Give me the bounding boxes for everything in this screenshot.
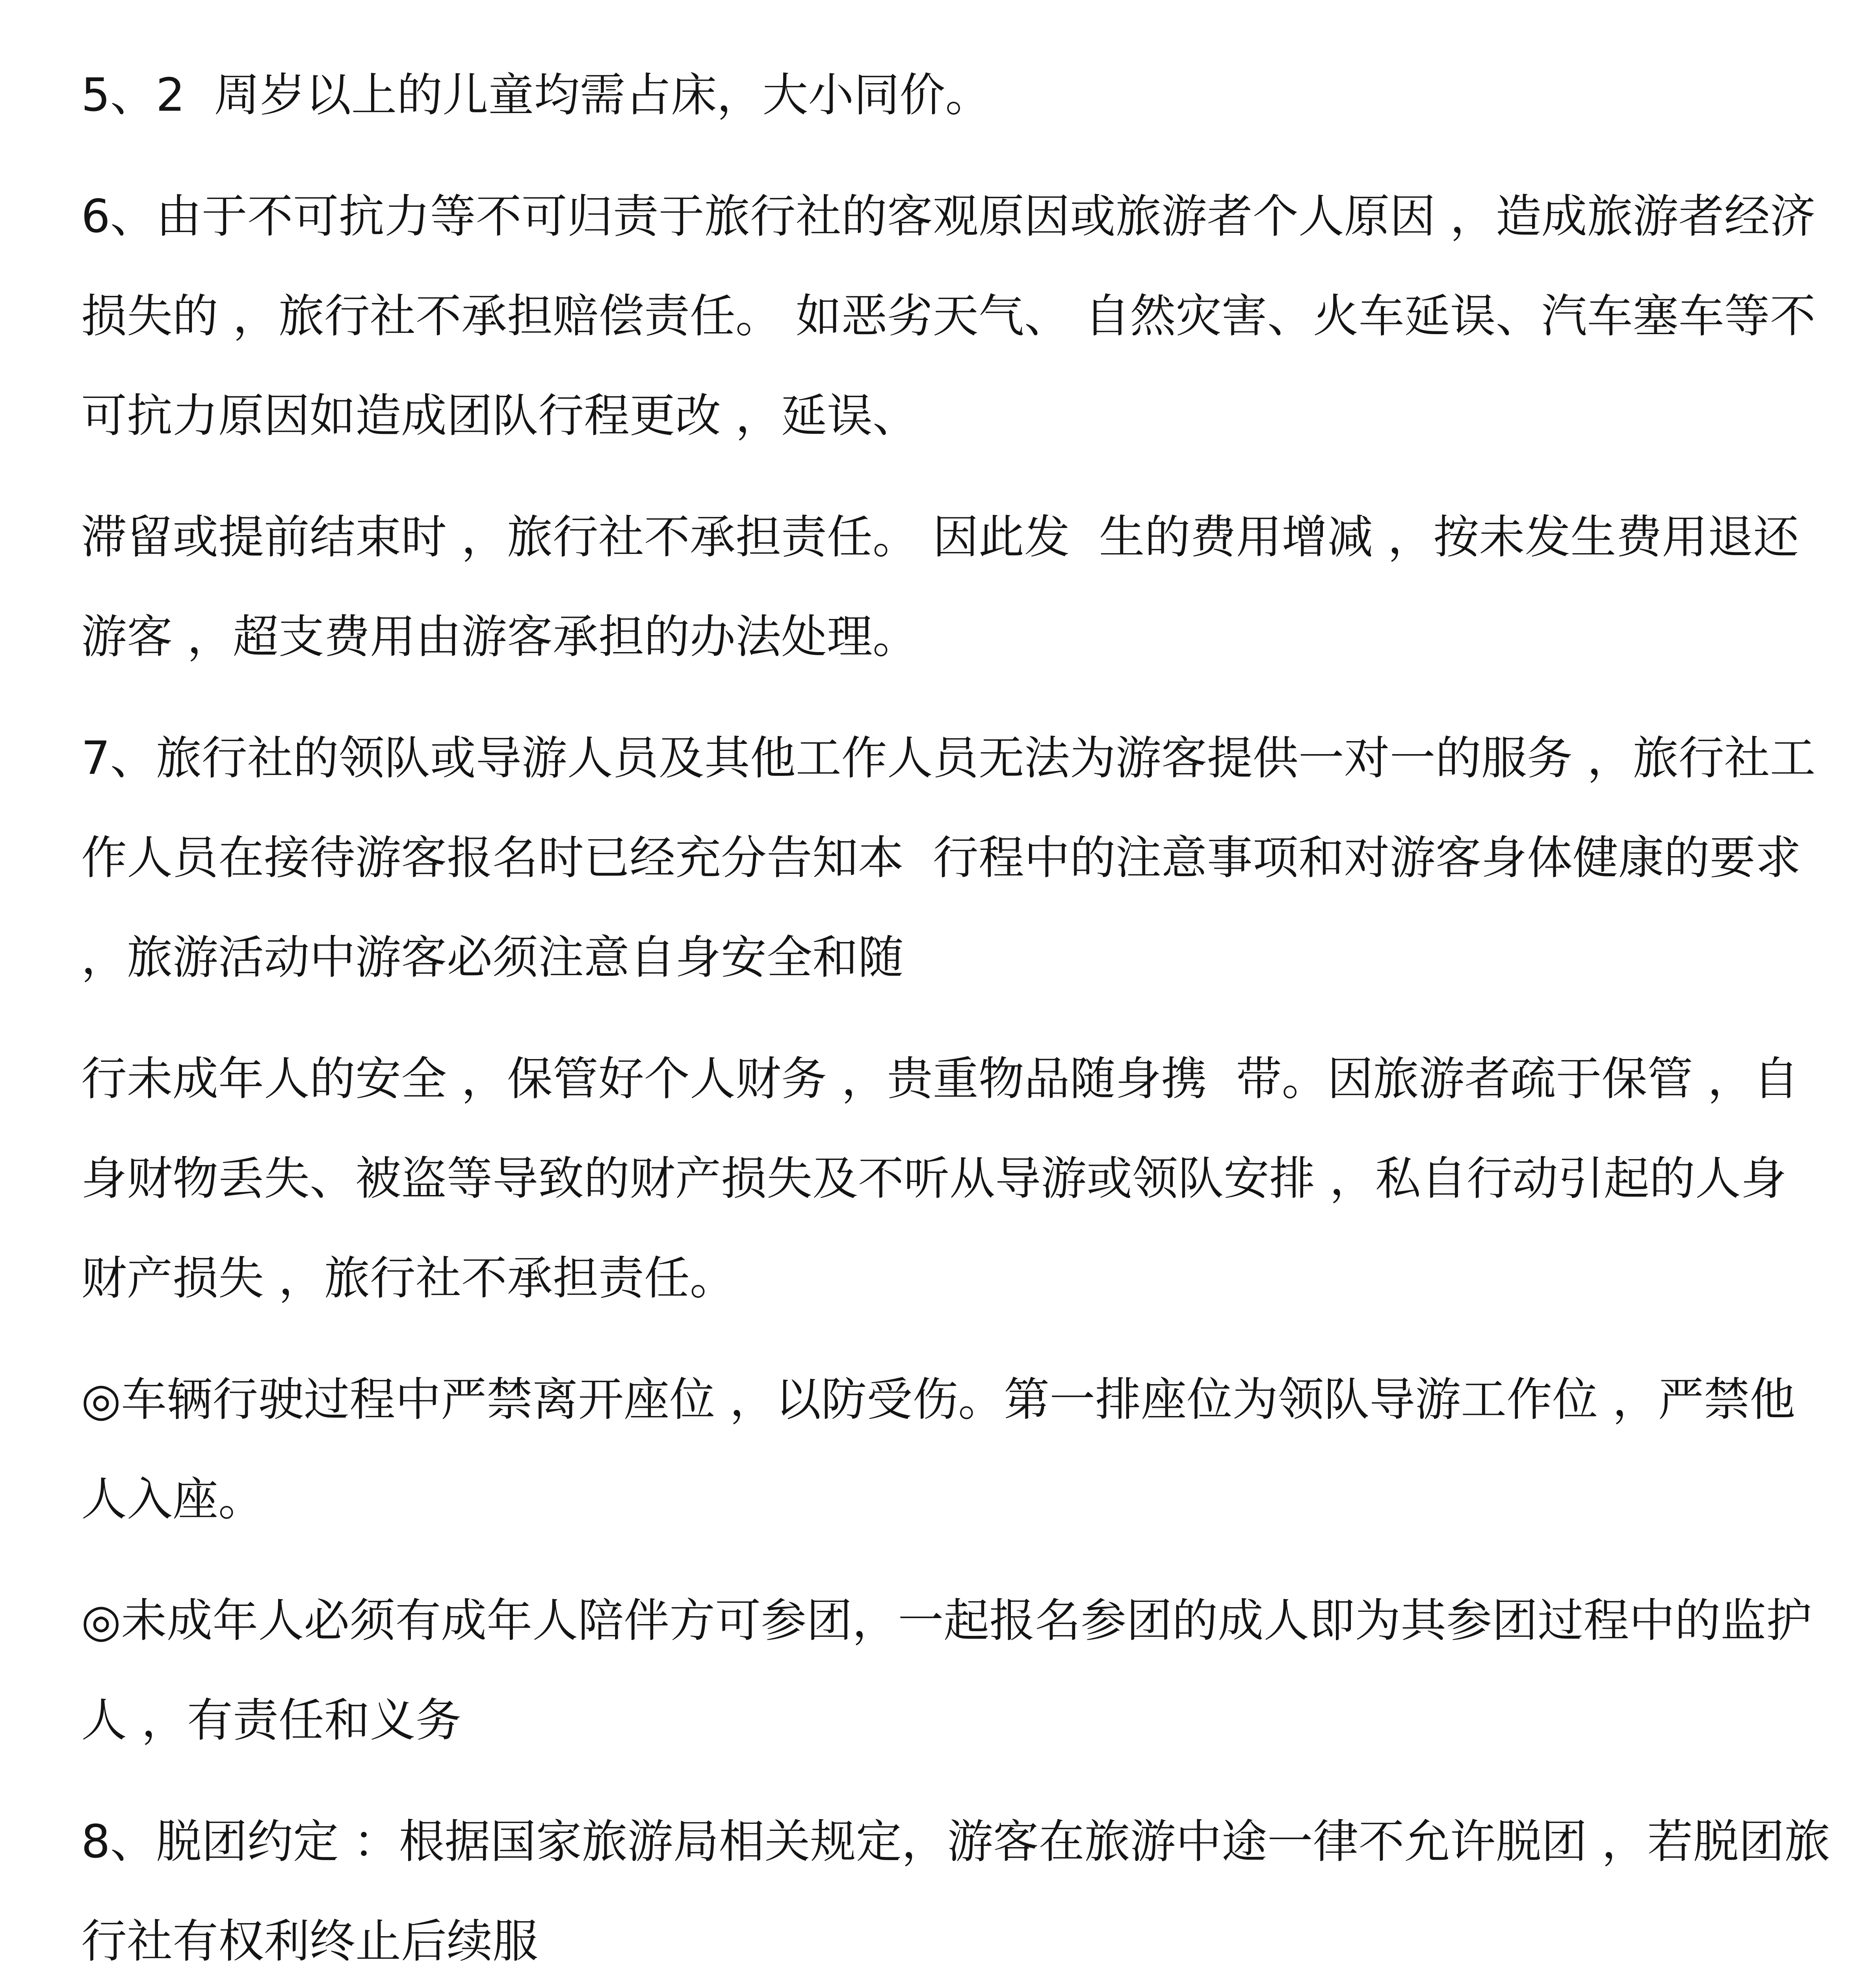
clause-7-guide-service: 7、旅行社的领队或导游人员及其他工作人员无法为游客提供一对一的服务 ，旅行社工作人员在接待游客报名时已经充分告知本 行程中的注意事项和对游客身体健康的要求 ，旅游活动中游客必须注意自身安全和随 bbox=[81, 732, 1816, 984]
note-vehicle-seating: ◎车辆行驶过程中严禁离开座位 ，以防受伤。第一排座位为领队导游工作位 ，严禁他人入座。 bbox=[81, 1373, 1795, 1526]
clause-7-continued: 行未成年人的安全 ，保管好个人财务 ，贵重物品随身携 带。因旅游者疏于保管 ，自身财物丢失、被盗等导致的财产损失及不听从导游或领队安排 ，私自行动引起的人身财产损失 ，旅行社不承担责任。 bbox=[81, 1052, 1799, 1305]
note-minors-guardian: ◎未成年人必须有成年人陪伴方可参团，一起报名参团的成人即为其参团过程中的监护人 ，有责任和义务 bbox=[81, 1594, 1812, 1747]
clause-5-children-bed: 5、2 周岁以上的儿童均需占床，大小同价。 bbox=[81, 69, 991, 122]
clause-8-leaving-group: 8、脱团约定 ：根据国家旅游局相关规定，游客在旅游中途一律不允许脱团 ，若脱团旅行社有权利终止后续服 bbox=[81, 1815, 1830, 1968]
clause-6-continued: 滞留或提前结束时 ，旅行社不承担责任。 因此发 生的费用增减 ，按未发生费用退还游客 ，超支费用由游客承担的办法处理。 bbox=[81, 511, 1799, 663]
document-page bbox=[81, 45, 1830, 1970]
clause-6-force-majeure: 6、由于不可抗力等不可归责于旅行社的客观原因或旅游者个人原因 ，造成旅游者经济损失的 ，旅行社不承担赔偿责任。 如恶劣天气、 自然灾害、火车延误、汽车塞车等不可抗力原因如造成团队行程更改 ，延误、 bbox=[81, 190, 1816, 442]
